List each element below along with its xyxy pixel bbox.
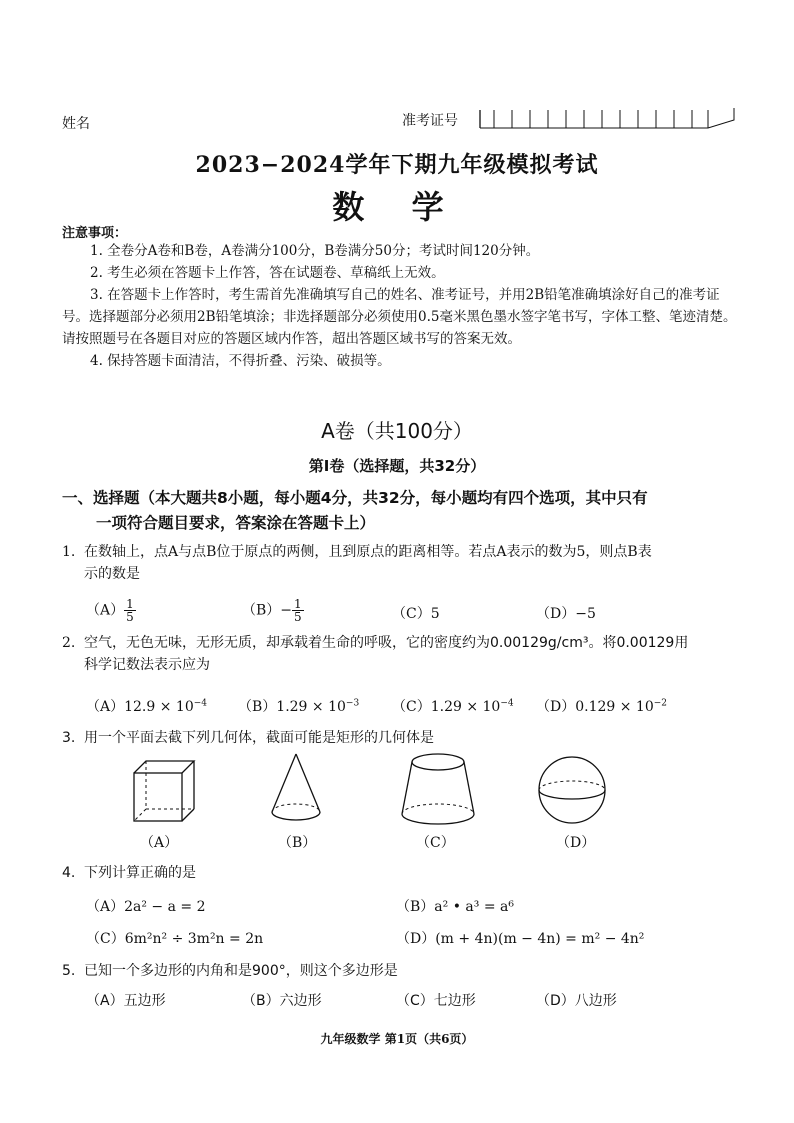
section-line-1: 一、选择题（本大题共8小题，每小题4分，共32分，每小题均有四个选项，其中只有 [62,489,648,507]
question-2 [62,632,742,676]
notes-list [62,240,742,372]
note-item: 1. 全卷分A卷和B卷，A卷满分100分，B卷满分50分；考试时间120分钟。 [90,243,540,259]
exam-title: 2023−2024学年下期九年级模拟考试 [195,152,599,178]
q2-option-d: $(D)0.129 \times 10^{-2}$ [536,698,668,715]
q2-option-b: $(B)1.29 \times 10^{-3}$ [238,698,360,715]
fraction: $\frac{1}{5}$ [294,597,302,624]
note-item: 3. 在答题卡上作答时，考生需首先准确填写自己的姓名、准考证号，并用2B铅笔准确填涂好自己的准考证号。选择题部分必须用2B铅笔填涂；非选择题部分必须使用0.5毫米黑色墨水签字笔书写，字体工整、笔迹清楚。请按照题号在各题目对应的答题区域内作答，超出答题区域书写的答案无效。 [62,287,737,347]
cone-figure [266,750,326,826]
q4-option-a: （A）2a² − a = 2 [86,899,206,915]
exam-id-boxes [476,106,738,132]
cube-figure [128,753,198,825]
question-text-cont: 科学记数法表示应为 [84,657,210,673]
q3-label-d: （D） [556,835,596,851]
q5-option-b: （B）六边形 [242,993,322,1009]
notes-heading: 注意事项： [62,226,128,241]
question-text: 在数轴上，点A与点B位于原点的两侧，且到原点的距离相等。若点A表示的数为5，则点B表 [84,544,652,560]
question-5 [62,960,742,982]
q4-option-d: （D）(m + 4n)(m − 4n) = m² − 4n² [396,931,645,947]
question-4 [62,862,742,884]
q5-option-c: （C）七边形 [396,993,476,1009]
question-number: 2. [62,635,76,651]
section-line-2: 一项符合题目要求，答案涂在答题卡上） [96,514,376,532]
question-number: 5. [62,963,76,979]
note-item: 4. 保持答题卡面清洁，不得折叠、污染、破损等。 [90,353,391,369]
question-1 [62,541,742,585]
q3-label-a: （A） [140,835,179,851]
note-item: 2. 考生必须在答题卡上作答，答在试题卷、草稿纸上无效。 [90,265,445,281]
q4-option-c: （C）6m²n² ÷ 3m²n = 2n [86,931,264,947]
fraction: $\frac{1}{5}$ [126,597,134,624]
sphere-figure [534,752,610,828]
question-number: 4. [62,865,76,881]
question-text: 用一个平面去截下列几何体，截面可能是矩形的几何体是 [84,730,434,746]
exam-id-label: 准考证号 [402,113,458,129]
q3-label-b: （B） [278,835,317,851]
q1-option-c: （C）5 [392,606,440,622]
question-text: 已知一个多边形的内角和是900°，则这个多边形是 [84,963,398,979]
part-1-heading: 第Ⅰ卷（选择题，共32分） [308,457,486,475]
q2-option-c: $(C)1.29 \times 10^{-4}$ [392,698,514,715]
part-a-heading: A卷（共100分） [321,419,473,443]
q5-option-d: （D）八边形 [536,993,617,1009]
page-footer: 九年级数学 第1页（共6页） [320,1032,474,1046]
question-3 [62,727,742,749]
q1-option-a: （A） $\frac{1}{5}$ [86,597,134,624]
q4-option-b: （B）a² • a³ = a⁶ [396,899,514,915]
section-heading [62,486,742,536]
q1-option-b: （B）− $\frac{1}{5}$ [242,597,302,624]
subject-title: 数 学 [332,188,462,226]
q1-option-d: （D）−5 [536,606,596,622]
q3-label-c: （C） [416,835,455,851]
q5-option-a: （A）五边形 [86,993,166,1009]
name-label: 姓名 [62,116,90,132]
frustum-figure [396,748,480,830]
question-text-cont: 示的数是 [84,566,140,582]
q2-option-a: $(A)12.9 \times 10^{-4}$ [86,698,208,715]
question-number: 3. [62,730,76,746]
question-text: 下列计算正确的是 [84,865,196,881]
question-text: 空气，无色无味，无形无质，却承载着生命的呼吸，它的密度约为0.00129g/cm³。将0.00129用 [84,635,689,651]
question-number: 1. [62,544,76,560]
